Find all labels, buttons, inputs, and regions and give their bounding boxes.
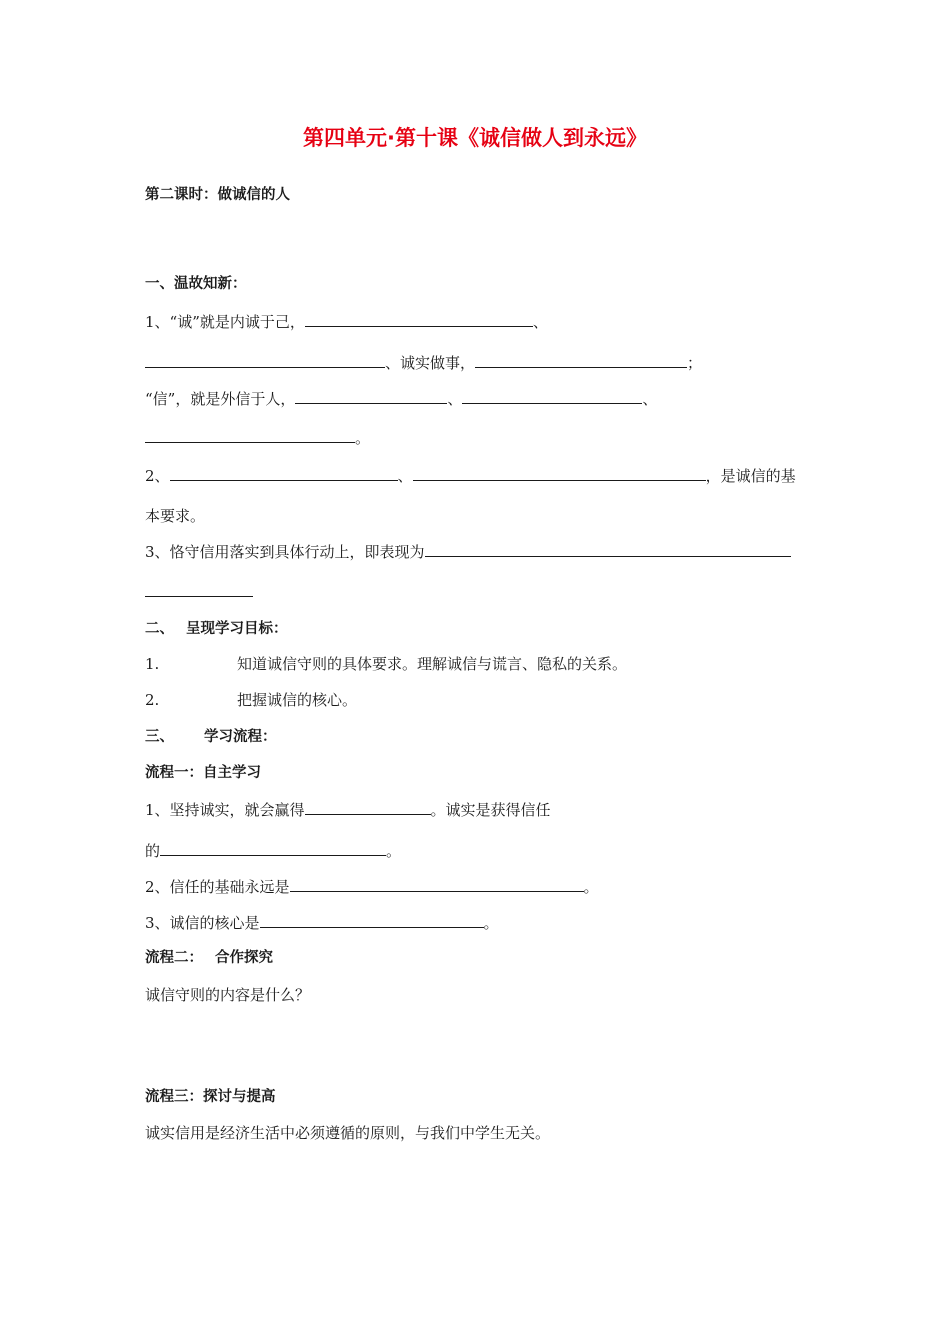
process-1-q2-text: 2、信任的基础永远是: [145, 878, 290, 896]
review-q2-line2: 本要求。: [145, 507, 206, 525]
review-q3-line1: [145, 540, 791, 563]
review-q2-line1: [145, 464, 796, 487]
process-title: 合作探究: [215, 950, 273, 966]
answer-blank[interactable]: [305, 798, 431, 815]
goal-item: [145, 653, 627, 675]
process-2-question: 诚信守则的内容是什么？: [145, 986, 311, 1004]
answer-blank[interactable]: [475, 351, 687, 368]
process-1-heading: 流程一：自主学习: [145, 765, 261, 781]
answer-blank[interactable]: [413, 464, 706, 481]
process-3-statement: 诚实信用是经济生活中必须遵循的原则，与我们中学生无关。: [145, 1124, 551, 1142]
review-q1-line2: [145, 351, 702, 374]
section-review-heading: 一、温故知新：: [145, 276, 247, 292]
lesson-subtitle: 第二课时：做诚信的人: [145, 187, 290, 203]
answer-blank[interactable]: [462, 387, 642, 404]
goal-item: [145, 689, 357, 711]
section-number: 二、: [145, 621, 174, 637]
separator: 、: [532, 313, 548, 331]
section-title: 学习流程：: [204, 729, 277, 745]
separator: 。: [483, 914, 499, 932]
answer-blank[interactable]: [145, 426, 355, 443]
process-1-q1-cont: 的: [145, 842, 161, 860]
separator: 。: [355, 429, 371, 447]
process-1-q1-tail: 。诚实是获得信任: [430, 801, 551, 819]
answer-blank[interactable]: [170, 464, 398, 481]
answer-blank[interactable]: [295, 387, 447, 404]
separator: 、: [642, 390, 658, 408]
review-q1-line1: [145, 310, 548, 333]
answer-blank[interactable]: [160, 839, 386, 856]
review-q1-mid-text: 、诚实做事，: [385, 354, 476, 372]
answer-blank[interactable]: [305, 310, 533, 327]
separator: 、: [397, 467, 413, 485]
separator: 。: [583, 878, 599, 896]
goal-text: 知道诚信守则的具体要求。理解诚信与谎言、隐私的关系。: [237, 655, 628, 673]
separator: 。: [386, 842, 402, 860]
answer-blank[interactable]: [145, 351, 385, 368]
answer-blank[interactable]: [145, 580, 253, 597]
goal-text: 把握诚信的核心。: [237, 691, 358, 709]
process-1-q2: [145, 875, 599, 898]
review-q1-line4: [145, 426, 370, 449]
review-q1-text: 1、“诚”就是内诚于己，: [145, 313, 305, 331]
process-label: 流程二：: [145, 950, 203, 966]
separator: 、: [447, 390, 463, 408]
section-goals-heading: [145, 618, 288, 640]
review-q3-line2: [145, 580, 253, 603]
review-q1-xin-text: “信”，就是外信于人，: [145, 390, 296, 408]
review-q3-text: 3、恪守信用落实到具体行动上，即表现为: [145, 543, 425, 561]
section-number: 三、: [145, 729, 174, 745]
review-q1-line3: [145, 387, 657, 410]
review-q2-end-text: ，是诚信的基: [705, 467, 796, 485]
process-1-q1-text: 1、坚持诚实，就会赢得: [145, 801, 305, 819]
process-3-heading: 流程三：探讨与提高: [145, 1089, 276, 1105]
separator: ；: [687, 354, 703, 372]
process-1-q3-text: 3、诚信的核心是: [145, 914, 260, 932]
section-title: 呈现学习目标：: [186, 621, 288, 637]
answer-blank[interactable]: [260, 911, 484, 928]
answer-blank[interactable]: [425, 540, 791, 557]
goal-number: 2.: [145, 691, 160, 709]
process-2-heading: [145, 947, 273, 969]
process-1-q1-line2: [145, 839, 401, 862]
review-q2-text: 2、: [145, 467, 170, 485]
process-1-q3: [145, 911, 499, 934]
goal-number: 1.: [145, 655, 160, 673]
section-process-heading: [145, 726, 277, 748]
answer-blank[interactable]: [290, 875, 584, 892]
process-1-q1-line1: [145, 798, 551, 821]
page-title: 第四单元·第十课《诚信做人到永远》: [303, 126, 647, 150]
